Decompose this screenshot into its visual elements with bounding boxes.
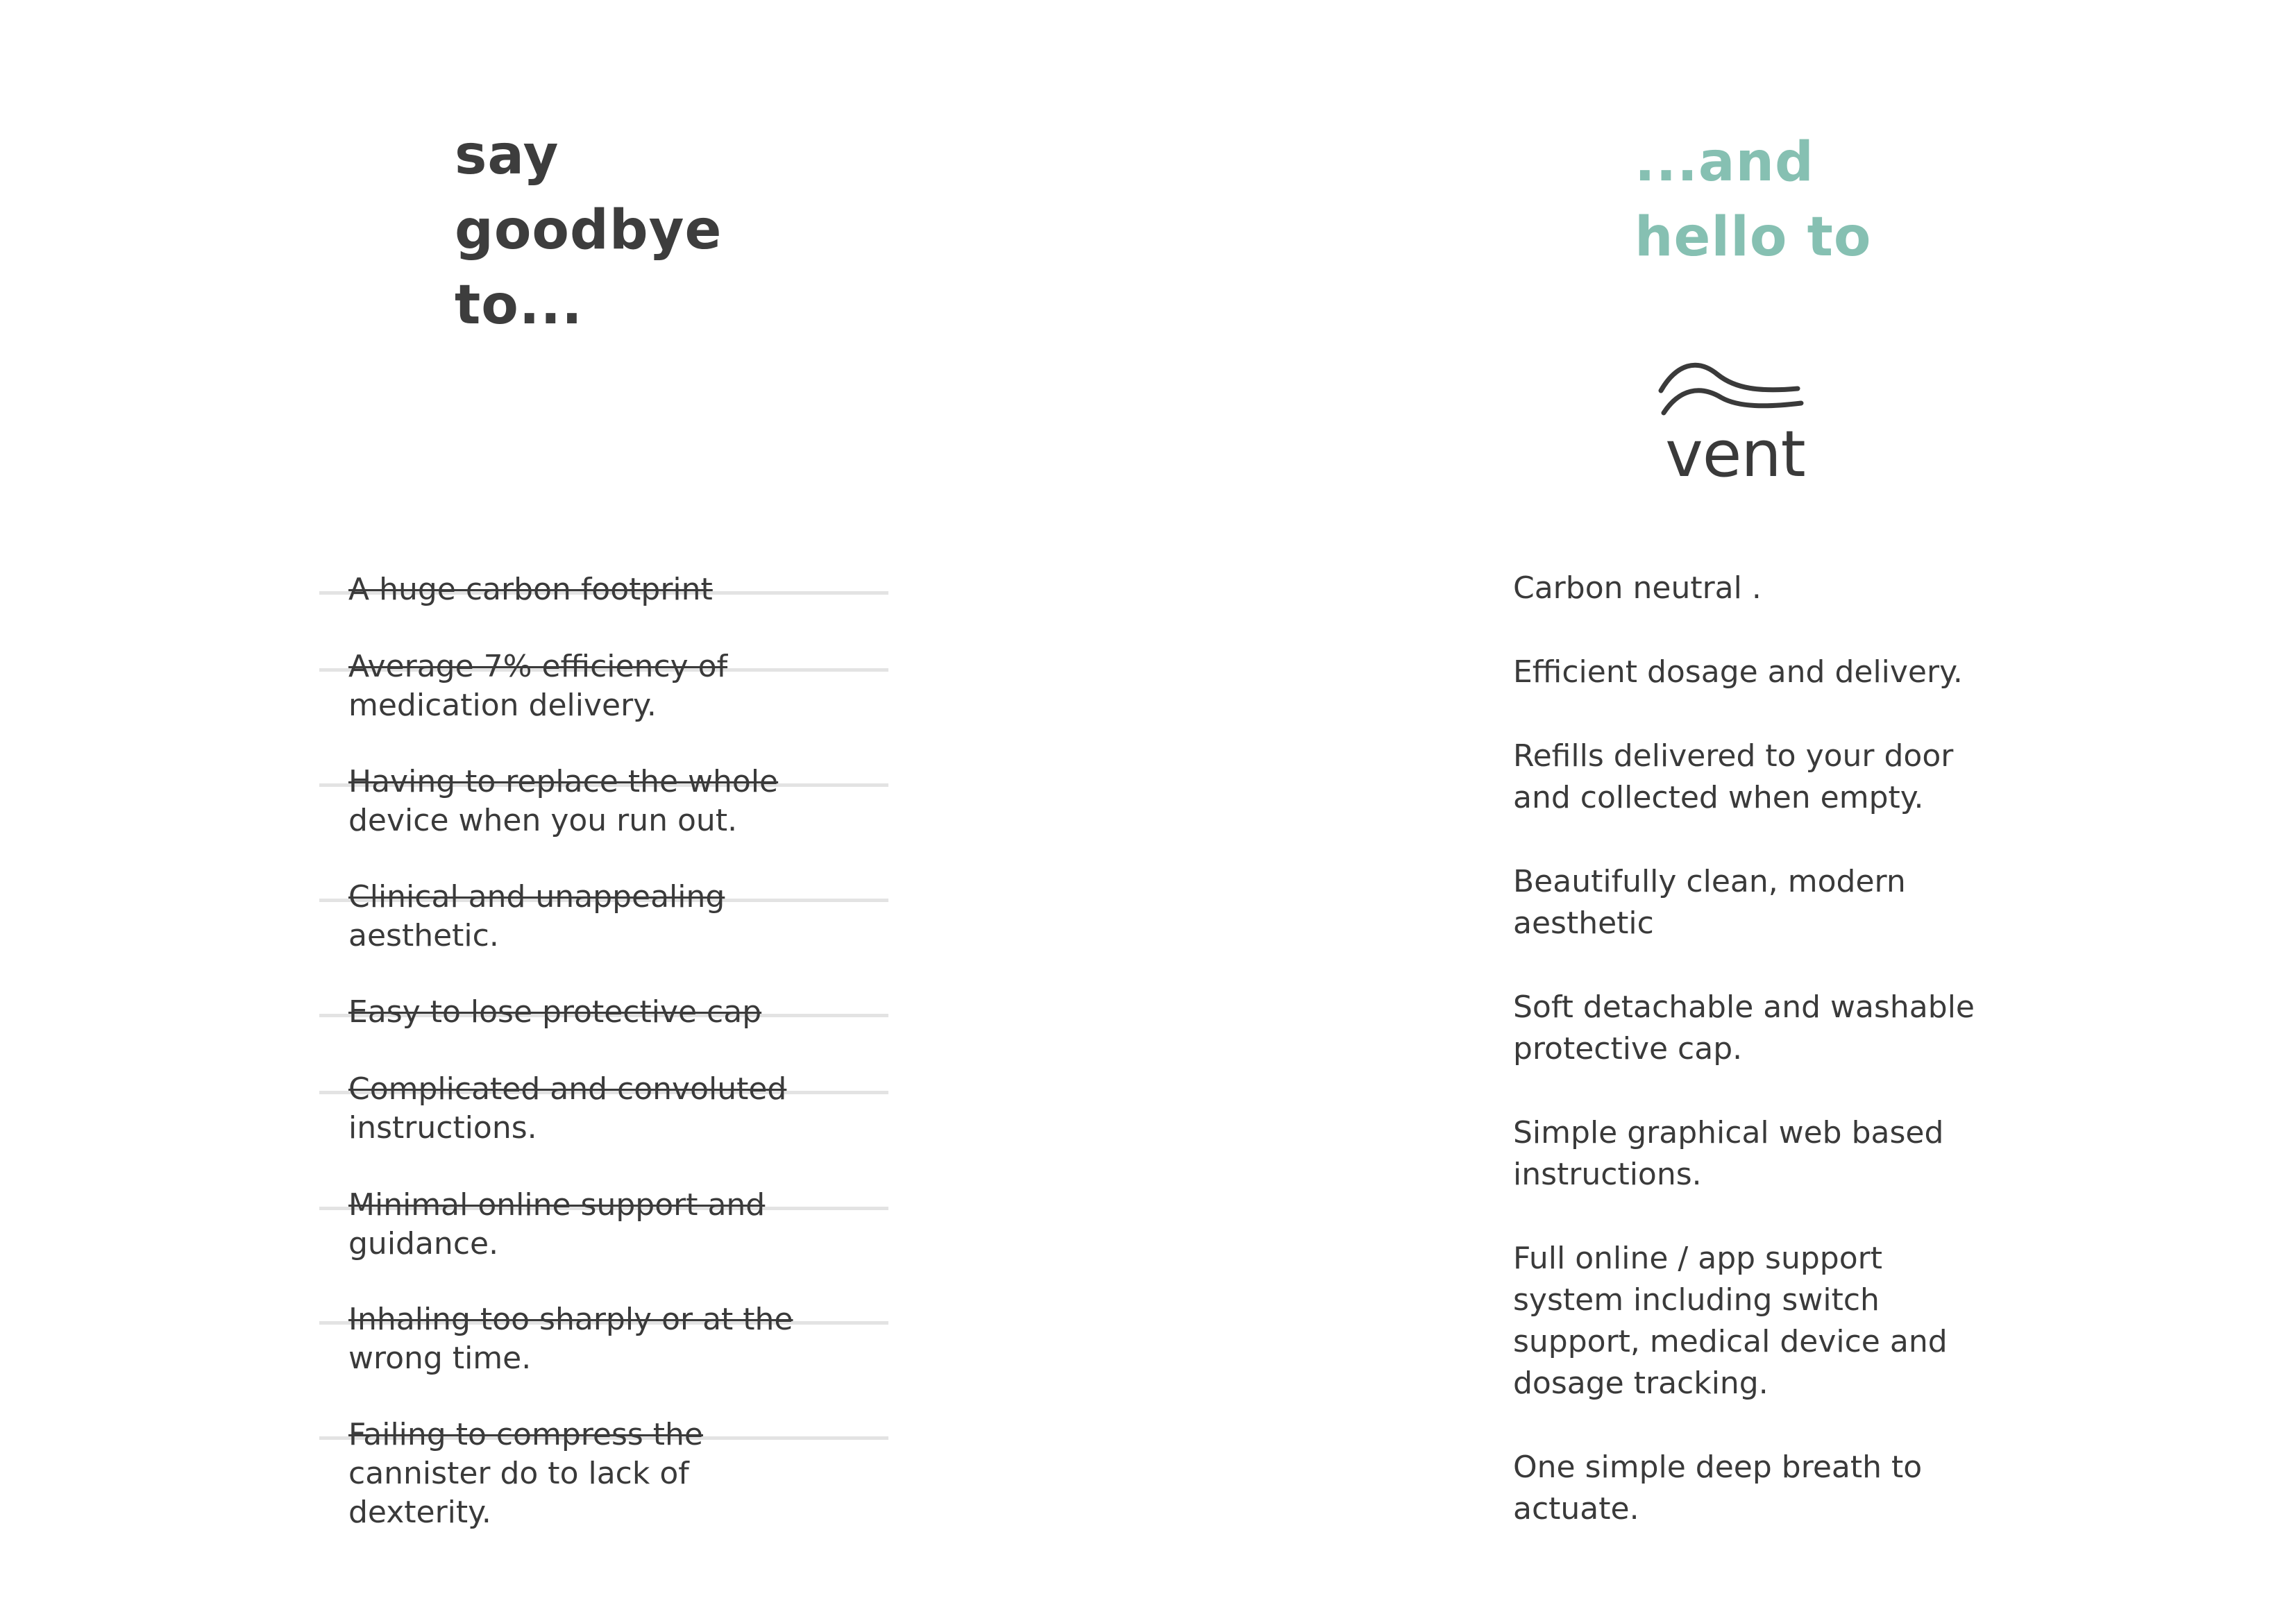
old-item-first-line: Minimal online support and: [348, 1187, 766, 1223]
old-item-2: [348, 647, 834, 725]
old-item-6: [348, 1070, 834, 1148]
old-item-first-line: A huge carbon footprint: [348, 572, 713, 607]
hello-heading-line-1: ...and: [1635, 131, 1814, 194]
old-item-8: [348, 1300, 834, 1378]
old-item-rest: instructions.: [348, 1110, 537, 1146]
old-item-1: [348, 570, 834, 609]
hello-heading-line-2: hello to: [1635, 206, 1872, 269]
old-item-first-line: Having to replace the whole: [348, 764, 779, 799]
old-item-first-line: Complicated and convoluted: [348, 1071, 787, 1107]
old-item-first-line: Average 7% efficiency of: [348, 649, 728, 684]
old-item-rest: device when you run out.: [348, 803, 738, 838]
old-item-first-line: Inhaling too sharply or at the: [348, 1302, 793, 1337]
goodbye-heading-line-2: goodbye: [455, 199, 723, 262]
vent-wordmark: vent: [1665, 417, 1805, 491]
old-item-9: [348, 1416, 709, 1532]
old-item-first-line: Clinical and unappealing: [348, 879, 725, 915]
new-item-4: Beautifully clean, modern aesthetic: [1513, 864, 1906, 941]
old-item-4: [348, 878, 834, 955]
hello-heading: [1635, 125, 1872, 275]
vent-logo: [1655, 350, 1822, 489]
old-item-7: [348, 1186, 834, 1264]
new-item-3: Refills delivered to your door and collected when empty.: [1513, 738, 1954, 815]
new-item-6: Simple graphical web based instructions.: [1513, 1115, 1944, 1192]
new-item-1: Carbon neutral .: [1513, 570, 1762, 606]
new-item-5: Soft detachable and washable protective cap.: [1513, 989, 1975, 1067]
wave-icon: [1655, 350, 1815, 420]
old-item-rest: guidance.: [348, 1226, 499, 1261]
goodbye-heading: [455, 118, 722, 343]
old-item-rest: aesthetic.: [348, 918, 499, 953]
old-item-rest: wrong time.: [348, 1341, 532, 1376]
old-item-5: [348, 993, 834, 1032]
new-item-8: One simple deep breath to actuate.: [1513, 1450, 1923, 1527]
old-item-rest: medication delivery.: [348, 688, 657, 723]
new-item-7: Full online / app support system including switch support, medical device and dosage tracking.: [1513, 1241, 1948, 1401]
old-item-3: [348, 763, 834, 840]
old-item-first-line: Easy to lose protective cap: [348, 994, 762, 1030]
goodbye-heading-line-3: to...: [455, 274, 583, 337]
old-item-rest: cannister do to lack of dexterity.: [348, 1456, 689, 1530]
new-item-2: Efficient dosage and delivery.: [1513, 654, 1963, 690]
goodbye-heading-line-1: say: [455, 124, 559, 187]
old-item-first-line: Failing to compress the: [348, 1417, 704, 1452]
